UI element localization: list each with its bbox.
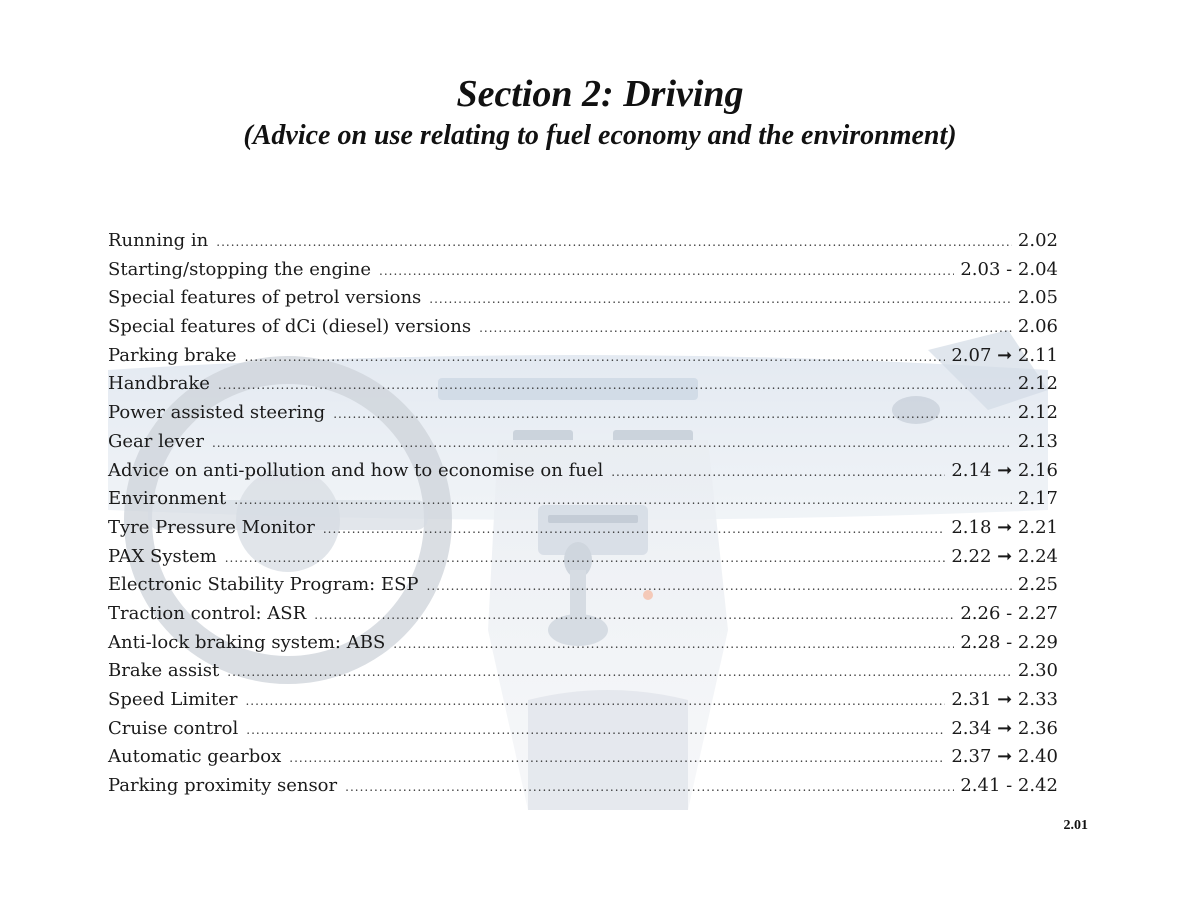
dot-leader (333, 400, 1012, 429)
toc-entry-page: 2.06 (1017, 316, 1058, 338)
toc-entry[interactable] (108, 715, 1058, 744)
toc-entry[interactable] (108, 629, 1058, 658)
toc-entry-page: 2.03 - 2.04 (960, 258, 1058, 280)
toc-entry-page: 2.22 ➞ 2.24 (951, 545, 1058, 567)
toc-entry[interactable] (108, 399, 1058, 428)
toc-entry-label: Cruise control (108, 717, 239, 739)
toc-entry-label: Parking proximity sensor (108, 775, 338, 797)
toc-entry[interactable] (108, 428, 1058, 457)
dot-leader (479, 314, 1012, 343)
dot-leader (227, 658, 1012, 687)
toc-entry-label: Traction control: ASR (108, 602, 307, 624)
toc-entry-label: Tyre Pressure Monitor (108, 516, 315, 538)
toc-entry-label: Automatic gearbox (108, 746, 282, 768)
toc-entry-page: 2.34 ➞ 2.36 (951, 717, 1058, 739)
toc-entry-page: 2.25 (1017, 574, 1058, 596)
toc-entry-page: 2.12 (1017, 402, 1058, 424)
toc-entry-label: Special features of petrol versions (108, 287, 422, 309)
toc-entry-label: Starting/stopping the engine (108, 258, 371, 280)
toc-entry-page: 2.31 ➞ 2.33 (951, 689, 1058, 710)
title-block (0, 72, 1200, 154)
toc-entry[interactable] (108, 657, 1058, 686)
dot-leader (429, 285, 1012, 314)
toc-entry-label: Power assisted steering (108, 402, 326, 424)
toc-entry[interactable] (108, 227, 1058, 256)
toc-entry-label: Running in (108, 230, 209, 251)
toc-entry-label: Environment (108, 488, 227, 510)
toc-entry-label: Gear lever (108, 430, 204, 452)
toc-entry-page: 2.18 ➞ 2.21 (951, 516, 1058, 538)
toc-entry-page: 2.37 ➞ 2.40 (951, 746, 1058, 768)
toc-entry-page: 2.02 (1017, 230, 1058, 251)
toc-entry[interactable] (108, 600, 1058, 629)
section-subtitle: (Advice on use relating to fuel economy and the environment) (243, 120, 957, 151)
dot-leader (216, 228, 1012, 257)
toc-entry[interactable] (108, 342, 1058, 371)
toc-entry-page: 2.30 (1017, 660, 1058, 682)
table-of-contents (108, 227, 1058, 801)
dot-leader (245, 343, 946, 372)
toc-entry-page: 2.26 - 2.27 (960, 602, 1058, 624)
toc-entry-label: Handbrake (108, 373, 210, 395)
dot-leader (345, 773, 954, 802)
toc-entry-page: 2.12 (1017, 373, 1058, 395)
toc-entry[interactable] (108, 571, 1058, 600)
toc-entry[interactable] (108, 457, 1058, 486)
dot-leader (245, 687, 945, 716)
dot-leader (218, 371, 1012, 400)
dot-leader (314, 601, 954, 630)
toc-entry-page: 2.13 (1017, 430, 1058, 452)
dot-leader (427, 572, 1012, 601)
toc-entry-label: Advice on anti-pollution and how to economise on fuel (108, 459, 604, 481)
dot-leader (246, 716, 945, 745)
toc-entry-label: Electronic Stability Program: ESP (108, 574, 419, 596)
dot-leader (379, 257, 954, 286)
page-number: 2.01 (1063, 818, 1088, 833)
toc-entry-page: 2.14 ➞ 2.16 (951, 459, 1058, 481)
toc-entry[interactable] (108, 256, 1058, 285)
toc-entry-page: 2.41 - 2.42 (960, 775, 1058, 797)
toc-entry[interactable] (108, 772, 1058, 801)
dot-leader (234, 486, 1012, 515)
toc-entry[interactable] (108, 543, 1058, 572)
toc-entry-page: 2.17 (1017, 488, 1058, 510)
dot-leader (289, 744, 945, 773)
toc-entry[interactable] (108, 313, 1058, 342)
dot-leader (611, 458, 945, 487)
toc-entry-label: PAX System (108, 545, 217, 567)
dot-leader (212, 429, 1012, 458)
toc-entry[interactable] (108, 485, 1058, 514)
toc-entry-page: 2.07 ➞ 2.11 (951, 344, 1058, 366)
toc-entry-label: Speed Limiter (108, 689, 238, 710)
section-title: Section 2: Driving (456, 73, 744, 115)
toc-entry[interactable] (108, 284, 1058, 313)
toc-entry[interactable] (108, 514, 1058, 543)
toc-entry-page: 2.05 (1017, 287, 1058, 309)
toc-entry[interactable] (108, 686, 1058, 715)
dot-leader (225, 544, 946, 573)
toc-entry-label: Special features of dCi (diesel) versions (108, 316, 472, 338)
dot-leader (323, 515, 945, 544)
toc-entry-label: Parking brake (108, 344, 237, 366)
dot-leader (393, 630, 954, 659)
toc-entry[interactable] (108, 743, 1058, 772)
toc-entry-label: Anti-lock braking system: ABS (108, 631, 386, 653)
toc-entry-label: Brake assist (108, 660, 220, 682)
toc-entry-page: 2.28 - 2.29 (960, 631, 1058, 653)
toc-entry[interactable] (108, 370, 1058, 399)
